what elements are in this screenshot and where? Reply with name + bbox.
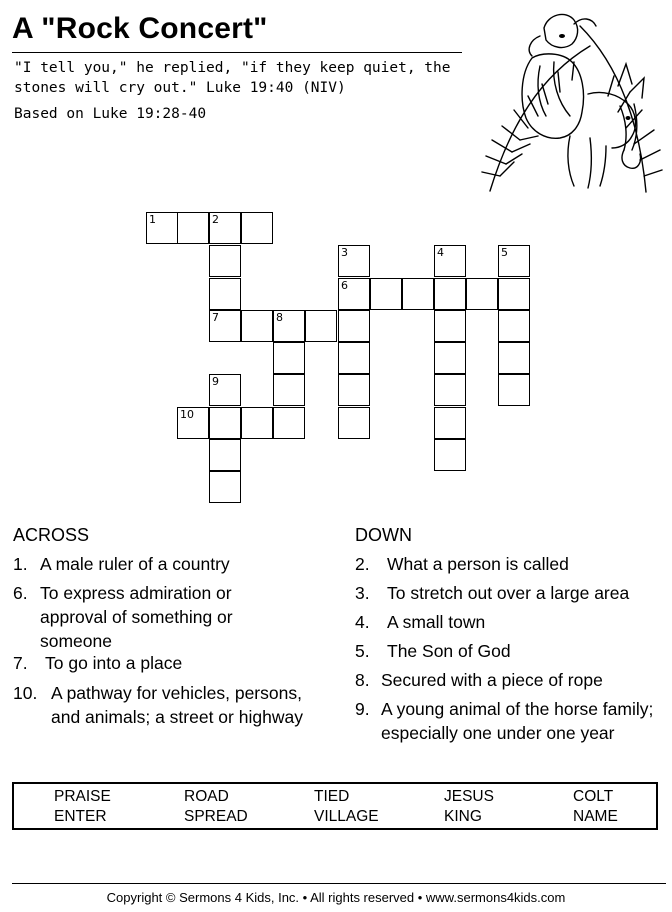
grid-cell[interactable] xyxy=(402,278,434,310)
grid-cell[interactable] xyxy=(338,245,370,277)
clue-number: 10 xyxy=(180,408,194,421)
scripture-reference: Based on Luke 19:28-40 xyxy=(14,106,207,122)
word-bank-item: ENTER xyxy=(54,808,107,825)
clue-number: 3 xyxy=(341,246,348,259)
grid-cell[interactable] xyxy=(209,212,241,244)
down-clue-5 xyxy=(355,639,670,663)
down-clue-3 xyxy=(355,581,670,605)
clue-number: 7 xyxy=(212,311,219,324)
grid-cell[interactable] xyxy=(434,439,466,471)
clue-text: To express admiration or approval of something or someone xyxy=(40,583,233,651)
grid-cell[interactable] xyxy=(498,342,530,374)
jesus-on-donkey-illustration xyxy=(470,6,666,196)
grid-cell[interactable] xyxy=(273,374,305,406)
clue-num: 6. xyxy=(13,583,28,603)
grid-cell[interactable] xyxy=(338,310,370,342)
clue-num: 5. xyxy=(355,641,370,661)
word-bank-item: TIED xyxy=(314,788,350,805)
clue-number: 8 xyxy=(276,311,283,324)
across-clue-10 xyxy=(13,681,333,729)
across-clue-7 xyxy=(13,651,333,675)
clue-num: 9. xyxy=(355,699,370,719)
word-bank-item: COLT xyxy=(573,788,614,805)
grid-cell[interactable] xyxy=(146,212,178,244)
word-bank-item: NAME xyxy=(573,808,618,825)
grid-cell[interactable] xyxy=(241,407,273,439)
grid-cell[interactable] xyxy=(209,245,241,277)
grid-cell[interactable] xyxy=(466,278,498,310)
word-bank-item: SPREAD xyxy=(184,808,248,825)
clue-text: A pathway for vehicles, persons, and animals; a street or highway xyxy=(51,683,303,727)
grid-cell[interactable] xyxy=(209,471,241,503)
title-divider xyxy=(12,52,462,53)
clue-number: 4 xyxy=(437,246,444,259)
word-bank-item: KING xyxy=(444,808,482,825)
down-clue-8 xyxy=(355,668,670,692)
grid-cell[interactable] xyxy=(209,310,241,342)
down-clue-2 xyxy=(355,552,670,576)
across-clue-6 xyxy=(13,581,313,653)
across-heading: ACROSS xyxy=(13,525,90,545)
grid-cell[interactable] xyxy=(338,278,370,310)
grid-cell[interactable] xyxy=(498,310,530,342)
grid-cell[interactable] xyxy=(273,407,305,439)
grid-cell[interactable] xyxy=(338,407,370,439)
grid-cell[interactable] xyxy=(434,245,466,277)
down-clue-4 xyxy=(355,610,670,634)
grid-cell[interactable] xyxy=(434,407,466,439)
clue-number: 2 xyxy=(212,213,219,226)
grid-cell[interactable] xyxy=(338,374,370,406)
clue-num: 2. xyxy=(355,554,370,574)
clue-text: To stretch out over a large area xyxy=(387,583,630,603)
word-bank-item: JESUS xyxy=(444,788,494,805)
clue-num: 7. xyxy=(13,653,28,673)
clue-text: To go into a place xyxy=(45,653,183,673)
down-clue-9 xyxy=(355,697,670,745)
grid-cell[interactable] xyxy=(241,212,273,244)
grid-cell[interactable] xyxy=(209,374,241,406)
clue-text: A young animal of the horse family; especially one under one year xyxy=(381,699,654,743)
word-bank xyxy=(12,782,658,830)
word-bank-item: ROAD xyxy=(184,788,229,805)
clue-text: The Son of God xyxy=(387,641,511,661)
clue-text: What a person is called xyxy=(387,554,569,574)
clue-num: 4. xyxy=(355,612,370,632)
footer-divider xyxy=(12,883,666,884)
clue-number: 1 xyxy=(149,213,156,226)
grid-cell[interactable] xyxy=(209,439,241,471)
clue-text: A small town xyxy=(387,612,486,632)
grid-cell[interactable] xyxy=(434,278,466,310)
clue-text: A male ruler of a country xyxy=(40,554,230,574)
grid-cell[interactable] xyxy=(273,342,305,374)
grid-cell[interactable] xyxy=(434,374,466,406)
across-clue-1 xyxy=(13,552,333,576)
page-title: A "Rock Concert" xyxy=(12,12,268,45)
word-bank-item: VILLAGE xyxy=(314,808,379,825)
grid-cell[interactable] xyxy=(434,342,466,374)
grid-cell[interactable] xyxy=(305,310,337,342)
clue-number: 5 xyxy=(501,246,508,259)
clue-num: 1. xyxy=(13,554,28,574)
copyright-notice: Copyright © Sermons 4 Kids, Inc. • All rights reserved • www.sermons4kids.com xyxy=(106,890,566,905)
grid-cell[interactable] xyxy=(498,374,530,406)
clue-number: 9 xyxy=(212,375,219,388)
word-bank-item: PRAISE xyxy=(54,788,111,805)
grid-cell[interactable] xyxy=(338,342,370,374)
clue-num: 3. xyxy=(355,583,370,603)
grid-cell[interactable] xyxy=(370,278,402,310)
clue-num: 10. xyxy=(13,683,38,703)
grid-cell[interactable] xyxy=(498,278,530,310)
grid-cell[interactable] xyxy=(498,245,530,277)
clue-text: Secured with a piece of rope xyxy=(381,670,603,690)
down-heading: DOWN xyxy=(355,525,412,545)
grid-cell[interactable] xyxy=(273,310,305,342)
grid-cell[interactable] xyxy=(209,278,241,310)
grid-cell[interactable] xyxy=(209,407,241,439)
grid-cell[interactable] xyxy=(177,212,209,244)
clue-number: 6 xyxy=(341,279,348,292)
clue-num: 8. xyxy=(355,670,370,690)
scripture-quote: "I tell you," he replied, "if they keep quiet, the stones will cry out." Luke 19:40 (NIV) xyxy=(14,60,451,96)
grid-cell[interactable] xyxy=(177,407,209,439)
grid-cell[interactable] xyxy=(434,310,466,342)
grid-cell[interactable] xyxy=(241,310,273,342)
